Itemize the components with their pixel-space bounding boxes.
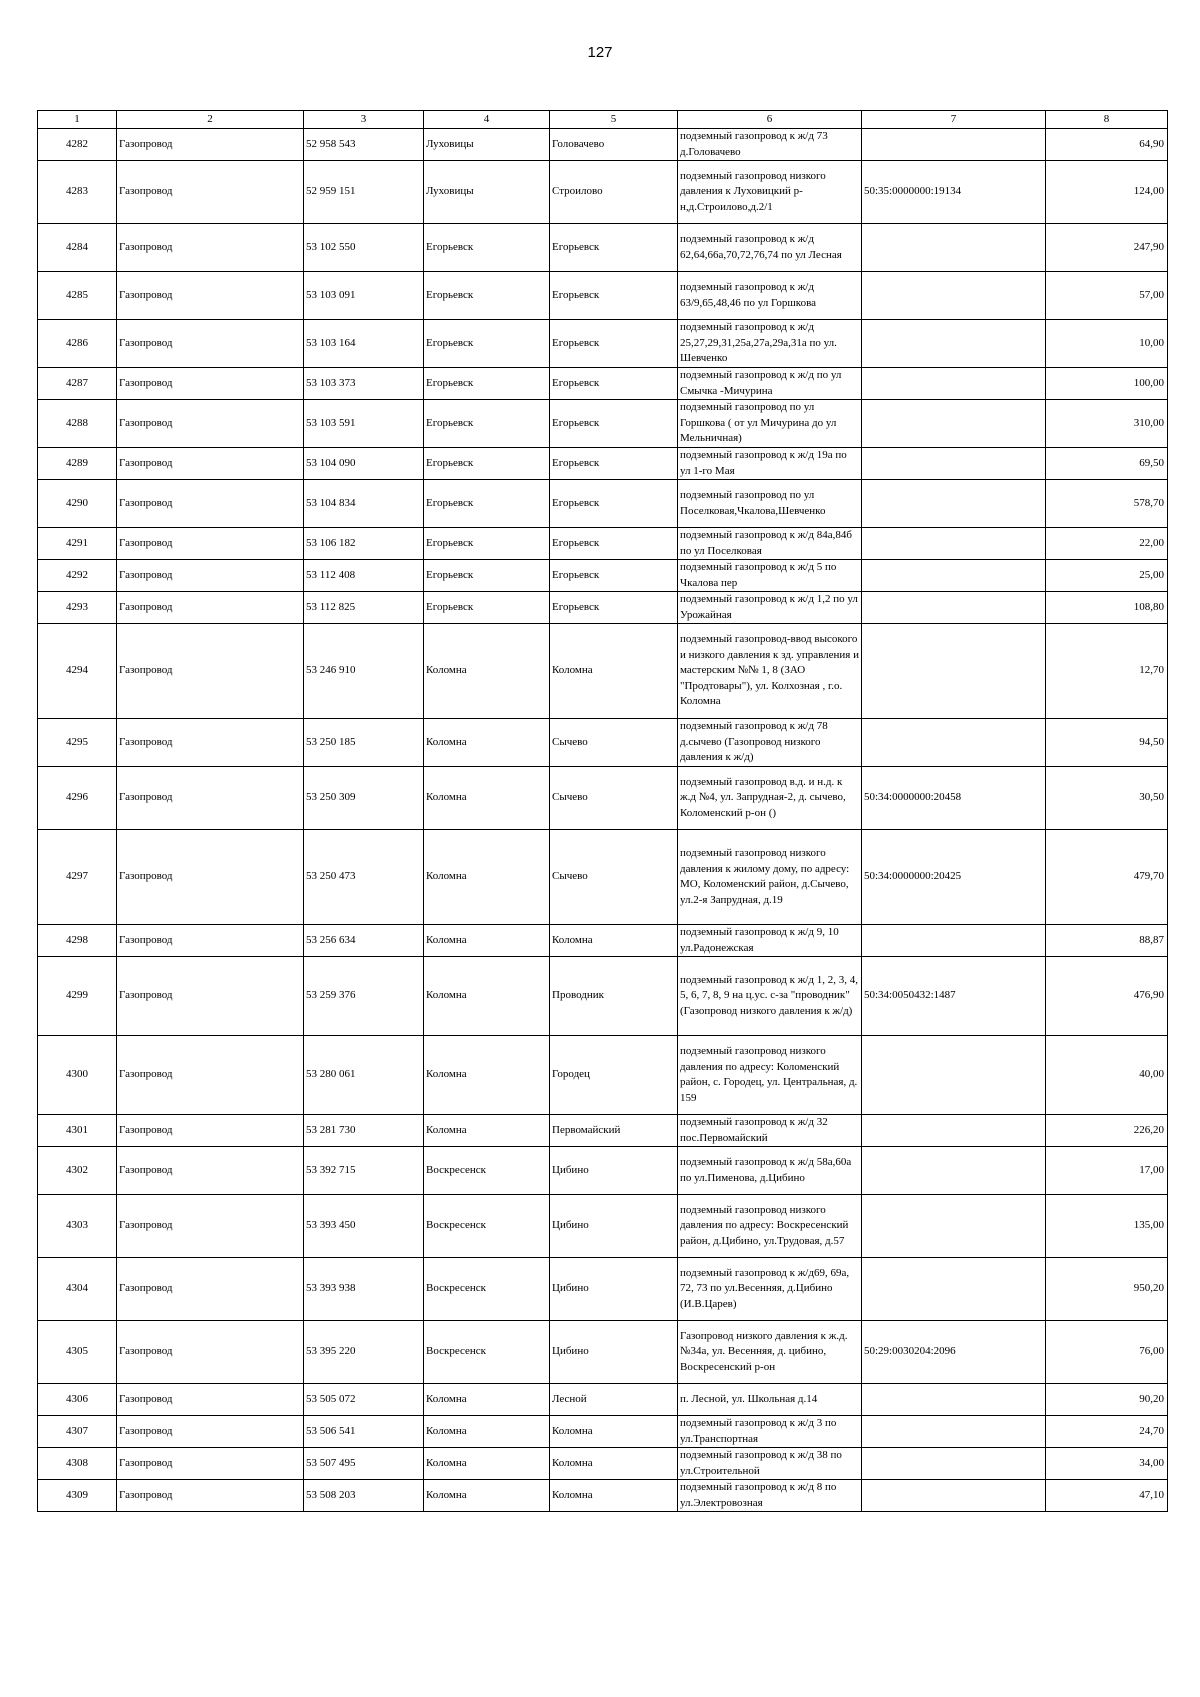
object-name: Газопровод — [117, 272, 304, 320]
length-value: 47,10 — [1046, 1480, 1168, 1512]
object-name: Газопровод — [117, 400, 304, 448]
row-number: 4293 — [38, 592, 117, 624]
object-name: Газопровод — [117, 830, 304, 925]
object-name: Газопровод — [117, 528, 304, 560]
table-row — [38, 1258, 1168, 1321]
inventory-number: 53 250 473 — [304, 830, 424, 925]
description: подземный газопровод по ул Поселковая,Чкалова,Шевченко — [678, 480, 862, 528]
length-value: 247,90 — [1046, 224, 1168, 272]
object-name: Газопровод — [117, 592, 304, 624]
row-number: 4308 — [38, 1448, 117, 1480]
description: подземный газопровод к ж/д 58а,60а по ул.Пименова, д.Цибино — [678, 1147, 862, 1195]
inventory-number: 53 507 495 — [304, 1448, 424, 1480]
length-value: 76,00 — [1046, 1321, 1168, 1384]
description: подземный газопровод к ж/д по ул Смычка -Мичурина — [678, 368, 862, 400]
length-value: 64,90 — [1046, 129, 1168, 161]
description: подземный газопровод к ж/д 32 пос.Первомайский — [678, 1115, 862, 1147]
object-name: Газопровод — [117, 1416, 304, 1448]
cadastral-number — [862, 624, 1046, 719]
inventory-number: 52 959 151 — [304, 161, 424, 224]
row-number: 4298 — [38, 925, 117, 957]
district: Егорьевск — [424, 272, 550, 320]
table-row — [38, 1195, 1168, 1258]
row-number: 4287 — [38, 368, 117, 400]
description: подземный газопровод низкого давления по адресу: Коломенский район, с. Городец, ул. Центральная, д. 159 — [678, 1036, 862, 1115]
description: подземный газопровод к ж/д69, 69а, 72, 73 по ул.Весенняя, д.Цибино (И.В.Царев) — [678, 1258, 862, 1321]
locality: Егорьевск — [550, 560, 678, 592]
length-value: 22,00 — [1046, 528, 1168, 560]
row-number: 4292 — [38, 560, 117, 592]
inventory-number: 52 958 543 — [304, 129, 424, 161]
row-number: 4294 — [38, 624, 117, 719]
row-number: 4295 — [38, 719, 117, 767]
object-name: Газопровод — [117, 368, 304, 400]
district: Воскресенск — [424, 1195, 550, 1258]
length-value: 479,70 — [1046, 830, 1168, 925]
description: подземный газопровод к ж/д 25,27,29,31,25а,27а,29а,31а по ул. Шевченко — [678, 320, 862, 368]
district: Егорьевск — [424, 592, 550, 624]
description: подземный газопровод к ж/д 84а,84б по ул Поселковая — [678, 528, 862, 560]
district: Коломна — [424, 1416, 550, 1448]
column-number: 4 — [424, 111, 550, 129]
inventory-number: 53 281 730 — [304, 1115, 424, 1147]
locality: Коломна — [550, 1448, 678, 1480]
inventory-number: 53 103 591 — [304, 400, 424, 448]
locality: Коломна — [550, 1416, 678, 1448]
row-number: 4304 — [38, 1258, 117, 1321]
object-name: Газопровод — [117, 1448, 304, 1480]
table-row — [38, 272, 1168, 320]
locality: Сычево — [550, 830, 678, 925]
row-number: 4302 — [38, 1147, 117, 1195]
cadastral-number: 50:34:0050432:1487 — [862, 957, 1046, 1036]
table-row — [38, 830, 1168, 925]
row-number: 4288 — [38, 400, 117, 448]
cadastral-number: 50:34:0000000:20425 — [862, 830, 1046, 925]
row-number: 4290 — [38, 480, 117, 528]
cadastral-number — [862, 480, 1046, 528]
district: Егорьевск — [424, 560, 550, 592]
column-number: 5 — [550, 111, 678, 129]
table-row — [38, 448, 1168, 480]
row-number: 4297 — [38, 830, 117, 925]
length-value: 950,20 — [1046, 1258, 1168, 1321]
cadastral-number: 50:35:0000000:19134 — [862, 161, 1046, 224]
cadastral-number — [862, 400, 1046, 448]
description: подземный газопровод к ж/д 1,2 по ул Урожайная — [678, 592, 862, 624]
length-value: 57,00 — [1046, 272, 1168, 320]
district: Егорьевск — [424, 368, 550, 400]
locality: Коломна — [550, 1480, 678, 1512]
row-number: 4303 — [38, 1195, 117, 1258]
cadastral-number — [862, 719, 1046, 767]
district: Воскресенск — [424, 1258, 550, 1321]
table-row — [38, 1416, 1168, 1448]
gas-pipeline-register-table — [37, 110, 1168, 1512]
length-value: 88,87 — [1046, 925, 1168, 957]
cadastral-number — [862, 1448, 1046, 1480]
description: подземный газопровод к ж/д 62,64,66а,70,72,76,74 по ул Лесная — [678, 224, 862, 272]
district: Коломна — [424, 957, 550, 1036]
cadastral-number: 50:29:0030204:2096 — [862, 1321, 1046, 1384]
description: подземный газопровод по ул Горшкова ( от ул Мичурина до ул Мельничная) — [678, 400, 862, 448]
table-row — [38, 320, 1168, 368]
table-row — [38, 560, 1168, 592]
cadastral-number — [862, 368, 1046, 400]
district: Воскресенск — [424, 1321, 550, 1384]
object-name: Газопровод — [117, 1384, 304, 1416]
description: подземный газопровод к ж/д 9, 10 ул.Радонежская — [678, 925, 862, 957]
length-value: 100,00 — [1046, 368, 1168, 400]
table-row — [38, 1115, 1168, 1147]
inventory-number: 53 508 203 — [304, 1480, 424, 1512]
district: Коломна — [424, 1480, 550, 1512]
locality: Проводник — [550, 957, 678, 1036]
inventory-number: 53 506 541 — [304, 1416, 424, 1448]
cadastral-number — [862, 1195, 1046, 1258]
description: подземный газопровод к ж/д 73 д.Головачево — [678, 129, 862, 161]
description: подземный газопровод к ж/д 1, 2, 3, 4, 5, 6, 7, 8, 9 на ц.ус. с-за "проводник" (Газопровод низкого давления к ж/д) — [678, 957, 862, 1036]
locality: Городец — [550, 1036, 678, 1115]
row-number: 4296 — [38, 767, 117, 830]
district: Коломна — [424, 925, 550, 957]
description: подземный газопровод к ж/д 3 по ул.Транспортная — [678, 1416, 862, 1448]
object-name: Газопровод — [117, 1036, 304, 1115]
row-number: 4309 — [38, 1480, 117, 1512]
object-name: Газопровод — [117, 624, 304, 719]
locality: Цибино — [550, 1195, 678, 1258]
column-number-row — [38, 111, 1168, 129]
length-value: 10,00 — [1046, 320, 1168, 368]
table-row — [38, 767, 1168, 830]
length-value: 25,00 — [1046, 560, 1168, 592]
locality: Коломна — [550, 624, 678, 719]
table-row — [38, 925, 1168, 957]
cadastral-number — [862, 528, 1046, 560]
length-value: 30,50 — [1046, 767, 1168, 830]
column-number: 8 — [1046, 111, 1168, 129]
object-name: Газопровод — [117, 448, 304, 480]
district: Луховицы — [424, 129, 550, 161]
cadastral-number — [862, 560, 1046, 592]
table-row — [38, 1448, 1168, 1480]
cadastral-number — [862, 1384, 1046, 1416]
table-row — [38, 129, 1168, 161]
object-name: Газопровод — [117, 1258, 304, 1321]
cadastral-number — [862, 1416, 1046, 1448]
inventory-number: 53 250 185 — [304, 719, 424, 767]
description: подземный газопровод в.д. и н.д. к ж.д №4, ул. Запрудная-2, д. сычево, Коломенский р-он () — [678, 767, 862, 830]
locality: Егорьевск — [550, 224, 678, 272]
table-row — [38, 224, 1168, 272]
description: подземный газопровод к ж/д 19а по ул 1-го Мая — [678, 448, 862, 480]
inventory-number: 53 393 938 — [304, 1258, 424, 1321]
district: Егорьевск — [424, 528, 550, 560]
length-value: 135,00 — [1046, 1195, 1168, 1258]
row-number: 4306 — [38, 1384, 117, 1416]
row-number: 4284 — [38, 224, 117, 272]
table-row — [38, 592, 1168, 624]
object-name: Газопровод — [117, 320, 304, 368]
length-value: 40,00 — [1046, 1036, 1168, 1115]
cadastral-number: 50:34:0000000:20458 — [862, 767, 1046, 830]
locality: Сычево — [550, 767, 678, 830]
district: Коломна — [424, 719, 550, 767]
cadastral-number — [862, 1036, 1046, 1115]
length-value: 226,20 — [1046, 1115, 1168, 1147]
table-row — [38, 1036, 1168, 1115]
page-number: 127 — [587, 44, 613, 61]
row-number: 4301 — [38, 1115, 117, 1147]
row-number: 4283 — [38, 161, 117, 224]
table-row — [38, 1480, 1168, 1512]
locality: Строилово — [550, 161, 678, 224]
row-number: 4305 — [38, 1321, 117, 1384]
inventory-number: 53 112 408 — [304, 560, 424, 592]
row-number: 4307 — [38, 1416, 117, 1448]
inventory-number: 53 395 220 — [304, 1321, 424, 1384]
district: Воскресенск — [424, 1147, 550, 1195]
description: подземный газопровод к ж/д 8 по ул.Электровозная — [678, 1480, 862, 1512]
length-value: 24,70 — [1046, 1416, 1168, 1448]
inventory-number: 53 393 450 — [304, 1195, 424, 1258]
inventory-number: 53 250 309 — [304, 767, 424, 830]
cadastral-number — [862, 1258, 1046, 1321]
row-number: 4286 — [38, 320, 117, 368]
locality: Лесной — [550, 1384, 678, 1416]
district: Егорьевск — [424, 224, 550, 272]
locality: Егорьевск — [550, 368, 678, 400]
district: Егорьевск — [424, 448, 550, 480]
district: Коломна — [424, 767, 550, 830]
cadastral-number — [862, 448, 1046, 480]
district: Луховицы — [424, 161, 550, 224]
locality: Сычево — [550, 719, 678, 767]
table-row — [38, 1384, 1168, 1416]
description: подземный газопровод-ввод высокого и низкого давления к зд. управления и мастерским №№ 1, 8 (ЗАО "Продтовары"), ул. Колхозная , г.о. Коломна — [678, 624, 862, 719]
locality: Егорьевск — [550, 592, 678, 624]
district: Егорьевск — [424, 320, 550, 368]
length-value: 124,00 — [1046, 161, 1168, 224]
inventory-number: 53 256 634 — [304, 925, 424, 957]
description: подземный газопровод к ж/д 63/9,65,48,46 по ул Горшкова — [678, 272, 862, 320]
locality: Егорьевск — [550, 480, 678, 528]
inventory-number: 53 112 825 — [304, 592, 424, 624]
column-number: 2 — [117, 111, 304, 129]
cadastral-number — [862, 925, 1046, 957]
row-number: 4285 — [38, 272, 117, 320]
description: подземный газопровод низкого давления к жилому дому, по адресу: МО, Коломенский район, д.Сычево, ул.2-я Запрудная, д.19 — [678, 830, 862, 925]
district: Коломна — [424, 1036, 550, 1115]
row-number: 4289 — [38, 448, 117, 480]
inventory-number: 53 392 715 — [304, 1147, 424, 1195]
cadastral-number — [862, 224, 1046, 272]
cadastral-number — [862, 592, 1046, 624]
inventory-number: 53 102 550 — [304, 224, 424, 272]
table-row — [38, 480, 1168, 528]
cadastral-number — [862, 1115, 1046, 1147]
column-number: 7 — [862, 111, 1046, 129]
locality: Егорьевск — [550, 400, 678, 448]
object-name: Газопровод — [117, 957, 304, 1036]
cadastral-number — [862, 129, 1046, 161]
table-row — [38, 400, 1168, 448]
object-name: Газопровод — [117, 480, 304, 528]
table-row — [38, 1147, 1168, 1195]
cadastral-number — [862, 320, 1046, 368]
length-value: 17,00 — [1046, 1147, 1168, 1195]
district: Коломна — [424, 830, 550, 925]
district: Коломна — [424, 1384, 550, 1416]
table-row — [38, 161, 1168, 224]
object-name: Газопровод — [117, 560, 304, 592]
description: подземный газопровод к ж/д 5 по Чкалова пер — [678, 560, 862, 592]
inventory-number: 53 103 091 — [304, 272, 424, 320]
cadastral-number — [862, 272, 1046, 320]
length-value: 310,00 — [1046, 400, 1168, 448]
table-row — [38, 1321, 1168, 1384]
table-row — [38, 957, 1168, 1036]
length-value: 69,50 — [1046, 448, 1168, 480]
object-name: Газопровод — [117, 1321, 304, 1384]
object-name: Газопровод — [117, 1195, 304, 1258]
object-name: Газопровод — [117, 224, 304, 272]
object-name: Газопровод — [117, 719, 304, 767]
description: подземный газопровод низкого давления к Луховицкий р-н,д.Строилово,д.2/1 — [678, 161, 862, 224]
column-number: 1 — [38, 111, 117, 129]
column-number: 3 — [304, 111, 424, 129]
row-number: 4299 — [38, 957, 117, 1036]
inventory-number: 53 505 072 — [304, 1384, 424, 1416]
district: Егорьевск — [424, 400, 550, 448]
locality: Егорьевск — [550, 272, 678, 320]
district: Егорьевск — [424, 480, 550, 528]
locality: Коломна — [550, 925, 678, 957]
length-value: 476,90 — [1046, 957, 1168, 1036]
locality: Цибино — [550, 1321, 678, 1384]
length-value: 34,00 — [1046, 1448, 1168, 1480]
locality: Егорьевск — [550, 528, 678, 560]
locality: Егорьевск — [550, 448, 678, 480]
description: подземный газопровод низкого давления по адресу: Воскресенский район, д.Цибино, ул.Трудовая, д.57 — [678, 1195, 862, 1258]
length-value: 90,20 — [1046, 1384, 1168, 1416]
row-number: 4291 — [38, 528, 117, 560]
length-value: 12,70 — [1046, 624, 1168, 719]
inventory-number: 53 246 910 — [304, 624, 424, 719]
column-number: 6 — [678, 111, 862, 129]
object-name: Газопровод — [117, 1115, 304, 1147]
object-name: Газопровод — [117, 767, 304, 830]
inventory-number: 53 104 090 — [304, 448, 424, 480]
inventory-number: 53 104 834 — [304, 480, 424, 528]
district: Коломна — [424, 1448, 550, 1480]
inventory-number: 53 259 376 — [304, 957, 424, 1036]
locality: Цибино — [550, 1147, 678, 1195]
locality: Егорьевск — [550, 320, 678, 368]
locality: Головачево — [550, 129, 678, 161]
inventory-number: 53 280 061 — [304, 1036, 424, 1115]
row-number: 4282 — [38, 129, 117, 161]
cadastral-number — [862, 1147, 1046, 1195]
description: подземный газопровод к ж/д 38 по ул.Строительной — [678, 1448, 862, 1480]
description: подземный газопровод к ж/д 78 д.сычево (Газопровод низкого давления к ж/д) — [678, 719, 862, 767]
object-name: Газопровод — [117, 161, 304, 224]
length-value: 578,70 — [1046, 480, 1168, 528]
table-row — [38, 719, 1168, 767]
object-name: Газопровод — [117, 1147, 304, 1195]
object-name: Газопровод — [117, 925, 304, 957]
object-name: Газопровод — [117, 1480, 304, 1512]
description: п. Лесной, ул. Школьная д.14 — [678, 1384, 862, 1416]
inventory-number: 53 103 373 — [304, 368, 424, 400]
locality: Цибино — [550, 1258, 678, 1321]
district: Коломна — [424, 1115, 550, 1147]
description: Газопровод низкого давления к ж.д. №34а, ул. Весенняя, д. цибино, Воскресенский р-он — [678, 1321, 862, 1384]
inventory-number: 53 106 182 — [304, 528, 424, 560]
inventory-number: 53 103 164 — [304, 320, 424, 368]
table-header — [38, 111, 1168, 129]
cadastral-number — [862, 1480, 1046, 1512]
locality: Первомайский — [550, 1115, 678, 1147]
length-value: 108,80 — [1046, 592, 1168, 624]
district: Коломна — [424, 624, 550, 719]
object-name: Газопровод — [117, 129, 304, 161]
table-body — [38, 129, 1168, 1512]
length-value: 94,50 — [1046, 719, 1168, 767]
table-row — [38, 368, 1168, 400]
table-row — [38, 624, 1168, 719]
row-number: 4300 — [38, 1036, 117, 1115]
table-row — [38, 528, 1168, 560]
